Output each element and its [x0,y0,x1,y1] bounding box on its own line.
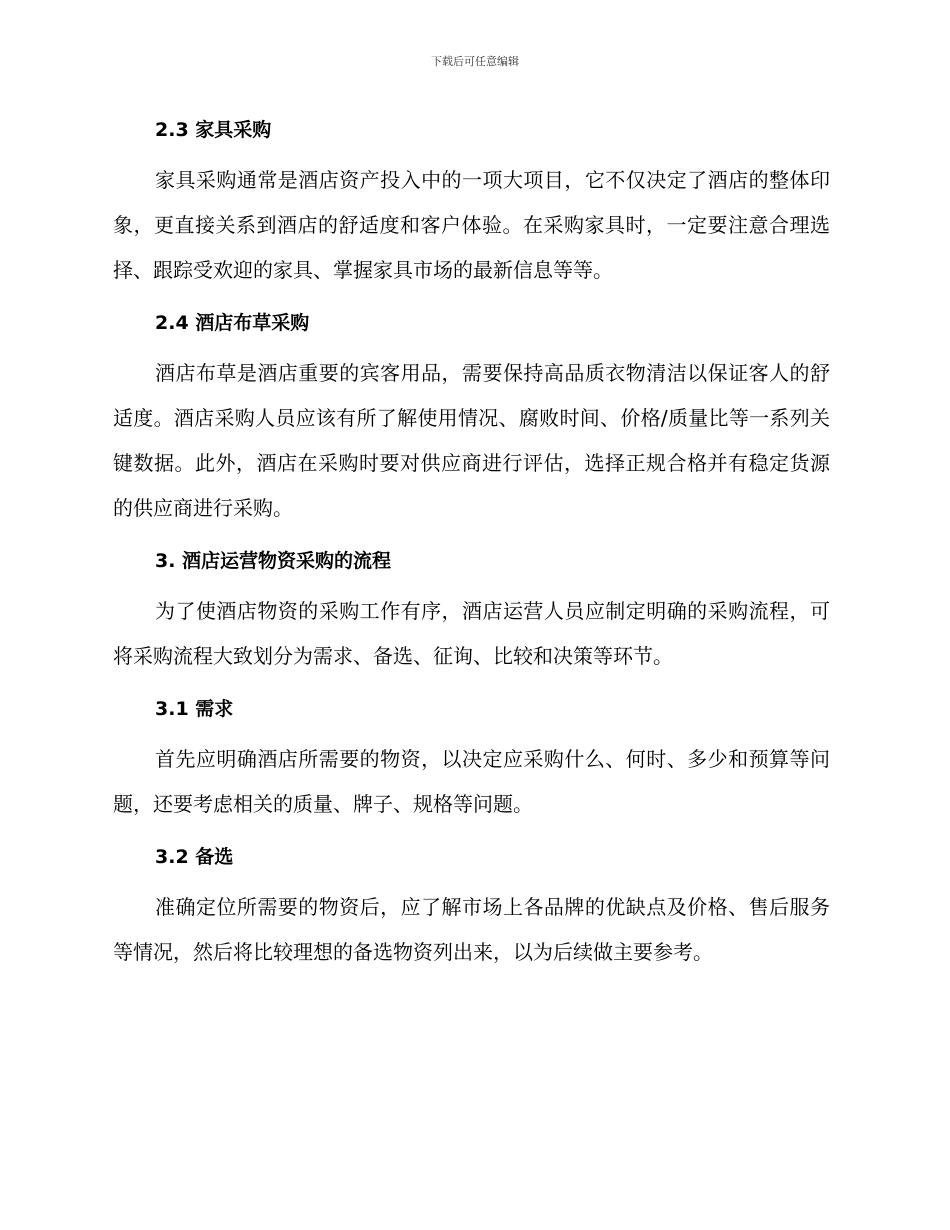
section-paragraph: 为了使酒店物资的采购工作有序，酒店运营人员应制定明确的采购流程，可将采购流程大致划分为需求、备选、征询、比较和决策等环节。 [113,599,830,668]
section-heading: 3.2 备选 [155,846,234,868]
section-linen-purchasing [113,301,830,531]
section-paragraph: 准确定位所需要的物资后，应了解市场上各品牌的优缺点及价格、售后服务等情况，然后将比较理想的备选物资列出来，以为后续做主要参考。 [113,895,830,964]
document-body [113,108,830,983]
section-alternatives [113,835,830,975]
section-paragraph: 家具采购通常是酒店资产投入中的一项大项目，它不仅决定了酒店的整体印象，更直接关系到酒店的舒适度和客户体验。在采购家具时，一定要注意合理选择、跟踪受欢迎的家具、掌握家具市场的最新信息等等。 [113,168,830,282]
page-header-note: 下载后可任意编辑 [431,55,519,68]
section-paragraph: 酒店布草是酒店重要的宾客用品，需要保持高品质衣物清洁以保证客人的舒适度。酒店采购人员应该有所了解使用情况、腐败时间、价格/质量比等一系列关键数据。此外，酒店在采购时要对供应商进行评估，选择正规合格并有稳定货源的供应商进行采购。 [113,361,830,520]
section-heading: 2.4 酒店布草采购 [155,312,310,334]
section-heading: 3.1 需求 [155,698,234,720]
section-heading: 3. 酒店运营物资采购的流程 [155,550,392,572]
section-paragraph: 首先应明确酒店所需要的物资，以决定应采购什么、何时、多少和预算等问题，还要考虑相关的质量、牌子、规格等问题。 [113,747,830,816]
section-furniture-purchasing [113,108,830,293]
section-purchasing-process [113,539,830,679]
section-demand [113,687,830,827]
section-heading: 2.3 家具采购 [155,119,272,141]
